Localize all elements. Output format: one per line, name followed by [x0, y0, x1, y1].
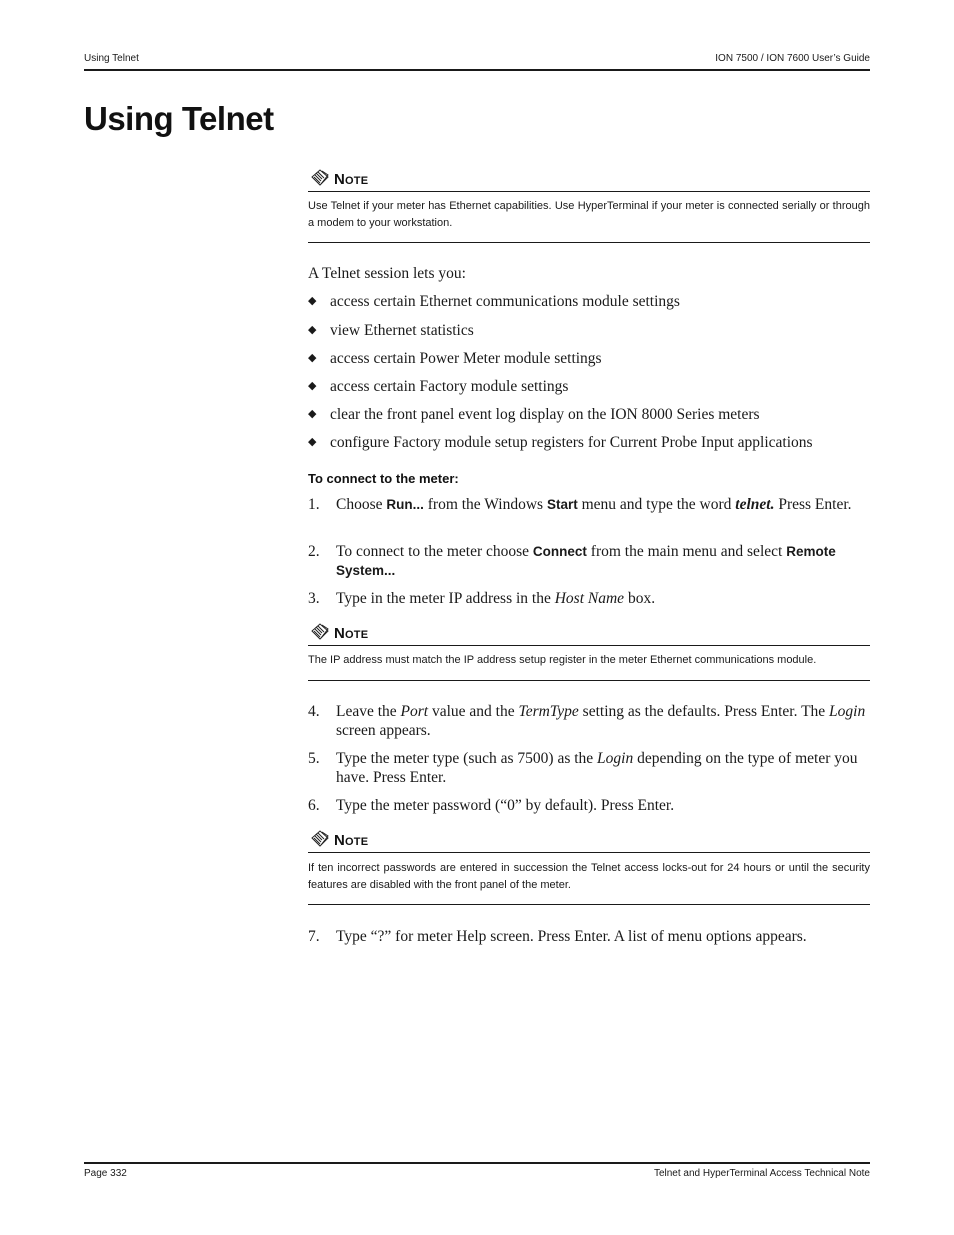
running-header-right: ION 7500 / ION 7600 User’s Guide — [715, 53, 870, 64]
note-heading — [308, 623, 870, 647]
ui-term-connect: Connect — [532, 544, 587, 559]
intro-paragraph: A Telnet session lets you: — [308, 265, 466, 282]
step-number: 4. — [308, 703, 320, 720]
step-text: Type in the meter IP address in the Host Name box. — [336, 590, 656, 607]
step-text: Type the meter type (such as 7500) as the Login depending on the type of meter you have. Press Enter. — [336, 750, 858, 786]
note-label: NOTE — [334, 171, 369, 188]
note-rule-bottom — [308, 680, 870, 681]
list-item-text: configure Factory module setup registers for Current Probe Input applications — [330, 434, 813, 451]
note-text: Use Telnet if your meter has Ethernet capabilities. Use HyperTerminal if your meter is connected serially or through a modem to your workstation. — [308, 200, 870, 229]
page-number: Page 332 — [84, 1168, 127, 1179]
note-pencil-icon — [310, 623, 330, 643]
list-item-text: access certain Ethernet communications module settings — [330, 293, 680, 310]
list-item-text: access certain Factory module settings — [330, 378, 569, 395]
note-rule-top — [308, 852, 870, 853]
step-text: Choose Run... from the Windows Start menu and type the word telnet. Press Enter. — [336, 496, 852, 513]
ui-term-port: Port — [400, 703, 429, 720]
step-text: Leave the Port value and the TermType setting as the defaults. Press Enter. The Login screen appears. — [336, 703, 866, 739]
ui-term-host-name: Host Name — [554, 590, 625, 607]
step-text: Type “?” for meter Help screen. Press Enter. A list of menu options appears. — [336, 928, 807, 945]
step-number: 1. — [308, 496, 320, 513]
list-item-text: clear the front panel event log display on the ION 8000 Series meters — [330, 406, 760, 423]
step-number: 3. — [308, 590, 320, 607]
list-item-text: access certain Power Meter module settings — [330, 350, 602, 367]
ui-term-login: Login — [597, 750, 634, 767]
note-rule-bottom — [308, 242, 870, 243]
command-telnet: telnet. — [735, 496, 775, 513]
step-text: To connect to the meter choose Connect from the main menu and select Remote System... — [336, 543, 836, 578]
ui-term-run: Run... — [386, 497, 424, 512]
ui-term-login: Login — [829, 703, 866, 720]
procedure-heading: To connect to the meter: — [308, 471, 459, 486]
step-number: 5. — [308, 750, 320, 767]
page-title: Using Telnet — [84, 100, 274, 137]
list-item-text: view Ethernet statistics — [330, 322, 474, 339]
note-rule-bottom — [308, 904, 870, 905]
note-label: NOTE — [334, 625, 369, 642]
step-number: 2. — [308, 543, 320, 560]
note-pencil-icon — [310, 830, 330, 850]
ui-term-start: Start — [546, 497, 578, 512]
step-number: 6. — [308, 797, 320, 814]
note-rule-top — [308, 191, 870, 192]
note-heading — [308, 830, 870, 854]
note-label: NOTE — [334, 832, 369, 849]
step-number: 7. — [308, 928, 320, 945]
header-rule — [84, 69, 870, 71]
note-text: The IP address must match the IP address setup register in the meter Ethernet communications module. — [308, 654, 817, 666]
diamond-bullet-icon: ◆ — [308, 324, 317, 336]
footer-rule — [84, 1162, 870, 1164]
diamond-bullet-icon: ◆ — [308, 436, 317, 448]
diamond-bullet-icon: ◆ — [308, 380, 317, 392]
running-footer-right: Telnet and HyperTerminal Access Technical Note — [653, 1168, 870, 1179]
diamond-bullet-icon: ◆ — [308, 295, 317, 307]
diamond-bullet-icon: ◆ — [308, 352, 317, 364]
running-header-left: Using Telnet — [84, 53, 139, 64]
ui-term-termtype: TermType — [518, 703, 579, 720]
step-text: Type the meter password (“0” by default). Press Enter. — [336, 797, 675, 814]
note-heading — [308, 169, 870, 193]
note-rule-top — [308, 645, 870, 646]
note-pencil-icon — [310, 169, 330, 189]
ui-term-remote-system: Remote System... — [336, 544, 836, 578]
note-text: If ten incorrect passwords are entered in succession the Telnet access locks-out for 24 hours or until the security features are disabled with the front panel of the meter. — [308, 862, 870, 891]
diamond-bullet-icon: ◆ — [308, 408, 317, 420]
